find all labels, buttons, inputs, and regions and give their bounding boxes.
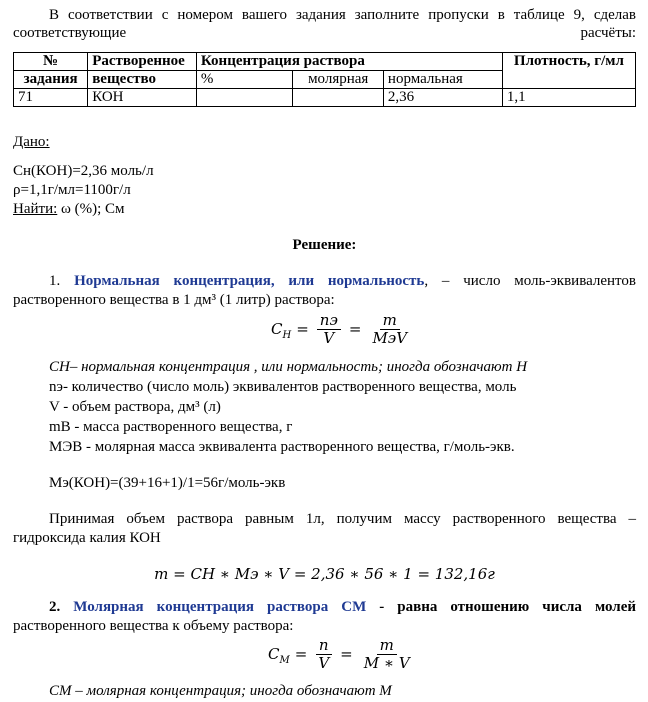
def-mev: MЭВ - молярная масса эквивалента растворенного вещества, г/моль-экв. <box>49 439 515 455</box>
f1-fraction-2: $\frac{m}{\text{MэV}}$ <box>372 310 408 347</box>
section1-number: 1. <box>49 273 61 289</box>
th-percent: % <box>196 71 293 89</box>
find-value: ω (%); Cм <box>57 201 125 217</box>
para-line-2: гидроксида калия КОН <box>13 530 161 546</box>
th-molar: молярная <box>293 71 383 89</box>
intro-line-1 <box>13 6 636 42</box>
cell-normal: 2,36 <box>383 89 502 107</box>
solution-title: Решение: <box>292 237 357 253</box>
molarity-formula: $C_M$ = $\frac{n}{V}$ = $\frac{m}{M ∗ V}$ <box>268 634 416 674</box>
given-line-2: ρ=1,1г/мл=1100г/л <box>13 182 131 198</box>
def-cm: CM – молярная концентрация; иногда обозначают M <box>49 683 392 699</box>
f1-fraction-1: $\frac{nэ}{V}$ <box>317 312 341 347</box>
section2-number: 2. <box>49 599 61 615</box>
th-density: Плотность, г/мл <box>502 53 635 89</box>
def-v: V - объем раствора, дм³ (л) <box>49 399 221 415</box>
section1-title: Нормальная концентрация, или нормальность <box>74 273 425 289</box>
th-number-2: задания <box>14 71 88 89</box>
section1-line-1 <box>13 272 636 290</box>
def-mb: mB - масса растворенного вещества, г <box>49 419 293 435</box>
cell-molar <box>293 89 383 107</box>
find-line <box>13 200 125 218</box>
normality-formula: $C_H$ = $\frac{nэ}{V}$ = $\frac{m}{\text{MэV}}$ <box>271 309 413 349</box>
f2-fraction-2: $\frac{m}{M ∗ V}$ <box>363 635 410 672</box>
cell-percent <box>196 89 293 107</box>
th-substance-1: Растворенное <box>88 53 197 71</box>
equivalent-mass: Мэ(КОН)=(39+16+1)/1=56г/моль-экв <box>49 475 286 491</box>
mass-calculation: m = CH ∗ Mэ ∗ V = 2,36 ∗ 56 ∗ 1 = 132,16г <box>154 565 495 583</box>
para-line-1: Принимая объем раствора равным 1л, получим массу растворенного вещества – <box>49 511 636 527</box>
def-ch: CH– нормальная концентрация , или нормальность; иногда обозначают H <box>49 359 528 375</box>
f1-lhs: $C_H$ <box>271 320 292 341</box>
section2-line-2: растворенного вещества к объему раствора: <box>13 618 294 634</box>
section1-line-2: растворенного вещества в 1 дм³ (1 литр) раствора: <box>13 292 335 308</box>
cell-substance: КОН <box>88 89 197 107</box>
section2-line1-rest: - равна отношению числа молей <box>366 599 636 615</box>
given-line-1: Cн(КОН)=2,36 моль/л <box>13 163 154 179</box>
find-label: Найти: <box>13 201 58 217</box>
cell-density: 1,1 <box>502 89 635 107</box>
def-ne: nэ- количество (число моль) эквивалентов растворенного вещества, моль <box>49 379 517 395</box>
f2-fraction-1: $\frac{n}{V}$ <box>315 637 332 672</box>
given-label: Дано: <box>13 134 50 150</box>
cell-number: 71 <box>14 89 88 107</box>
section2-line-1 <box>13 598 636 616</box>
section1-line1-rest: , – число моль-эквивалентов <box>424 273 636 289</box>
th-concentration: Концентрация раствора <box>196 53 502 71</box>
f2-lhs: $C_M$ <box>268 645 290 666</box>
concentration-table <box>13 52 636 107</box>
section2-title: Молярная концентрация раствора CM <box>73 599 367 615</box>
intro-text: В соответствии с номером вашего задания заполните пропуски в таблице 9, сделав соответствующие расчёты: <box>13 7 636 41</box>
th-number-1: № <box>14 53 88 71</box>
th-normal: нормальная <box>383 71 502 89</box>
th-substance-2: вещество <box>88 71 197 89</box>
